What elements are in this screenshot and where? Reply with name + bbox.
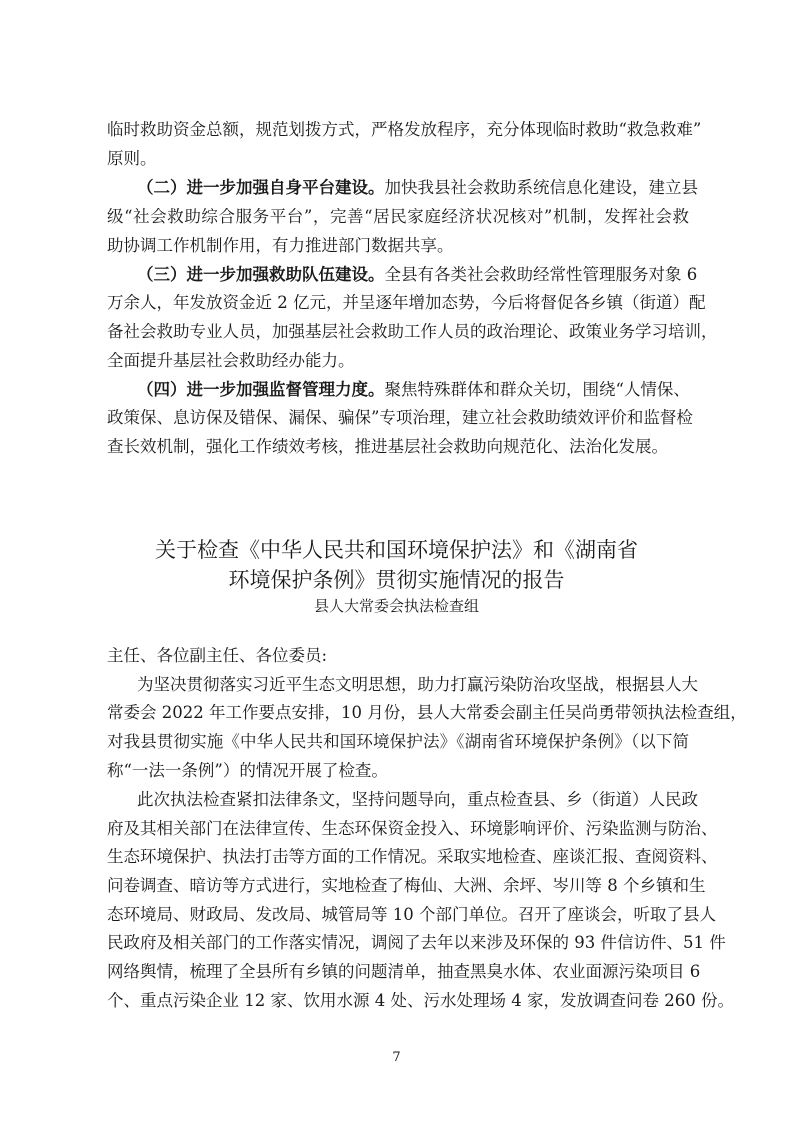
text-line: 生态环境保护、执法打击等方面的工作情况。采取实地检查、座谈汇报、查阅资料、	[107, 847, 718, 866]
text-line: 临时救助资金总额，规范划拨方式，严格发放程序，充分体现临时救助“救急救难”	[107, 120, 702, 139]
text-line: 称“一法一条例”）的情况开展了检查。	[107, 761, 388, 780]
text-line	[137, 380, 689, 400]
text: 全县有各类社会救助经常性管理服务对象 6	[384, 265, 698, 284]
text-line	[137, 265, 698, 285]
item-heading: （四）进一步加强监督管理力度。	[137, 380, 385, 399]
text-line: 此次执法检查紧扣法律条文，坚持问题导向，重点检查县、乡（街道）人民政	[137, 790, 698, 809]
text-line: 为坚决贯彻落实习近平生态文明思想，助力打赢污染防治攻坚战，根据县人大	[137, 675, 698, 694]
text-line: 府及其相关部门在法律宣传、生态环保资金投入、环境影响评价、污染监测与防治、	[107, 819, 718, 838]
text-line: 原则。	[107, 149, 157, 168]
text-line	[137, 178, 698, 198]
text-line: 政策保、息访保及错保、漏保、骗保”专项治理，建立社会救助绩效评价和监督检	[107, 408, 693, 427]
text-line: 全面提升基层社会救助经办能力。	[107, 351, 355, 370]
text-line: 备社会救助专业人员，加强基层社会救助工作人员的政治理论、政策业务学习培训，	[107, 322, 718, 341]
text: 聚焦特殊群体和群众关切，围绕“人情保、	[384, 380, 690, 399]
page-number: 7	[392, 1050, 401, 1065]
salutation: 主任、各位副主任、各位委员:	[107, 646, 328, 665]
text-line: 常委会 2022 年工作要点安排，10 月份，县人大常委会副主任吴尚勇带领执法检查组，	[107, 703, 747, 722]
item-heading: （三）进一步加强救助队伍建设。	[137, 265, 385, 284]
text-line: 万余人，年发放资金近 2 亿元，并呈逐年增加态势，今后将督促各乡镇（街道）配	[107, 293, 706, 312]
text-line: 查长效机制，强化工作绩效考核，推进基层社会救助向规范化、法治化发展。	[107, 437, 668, 456]
text: 加快我县社会救助系统信息化建设，建立县	[384, 178, 698, 197]
text-line: 级“社会救助综合服务平台”，完善“居民家庭经济状况核对”机制，发挥社会救	[107, 207, 689, 226]
text-line: 问卷调查、暗访等方式进行，实地检查了梅仙、大洲、余坪、岑川等 8 个乡镇和生	[107, 876, 706, 895]
report-title-line2: 环境保护条例》贯彻实施情况的报告	[228, 568, 565, 592]
text-line: 态环境局、财政局、发改局、城管局等 10 个部门单位。召开了座谈会，听取了县人	[107, 905, 716, 924]
text-line: 个、重点污染企业 12 家、饮用水源 4 处、污水处理场 4 家，发放调查问卷 260 份。	[107, 991, 734, 1010]
text-line: 对我县贯彻实施《中华人民共和国环境保护法》《湖南省环境保护条例》（以下简	[107, 732, 689, 751]
item-heading: （二）进一步加强自身平台建设。	[137, 178, 385, 197]
report-title-line1: 关于检查《中华人民共和国环境保护法》和《湖南省	[155, 538, 638, 562]
text-line: 民政府及相关部门的工作落实情况，调阅了去年以来涉及环保的 93 件信访件、51 件	[107, 933, 726, 952]
text-line: 助协调工作机制作用，有力推进部门数据共享。	[107, 236, 454, 255]
text-line: 网络舆情，梳理了全县所有乡镇的问题清单，抽查黑臭水体、农业面源污染项目 6	[107, 962, 701, 981]
report-author: 县人大常委会执法检查组	[313, 597, 479, 615]
